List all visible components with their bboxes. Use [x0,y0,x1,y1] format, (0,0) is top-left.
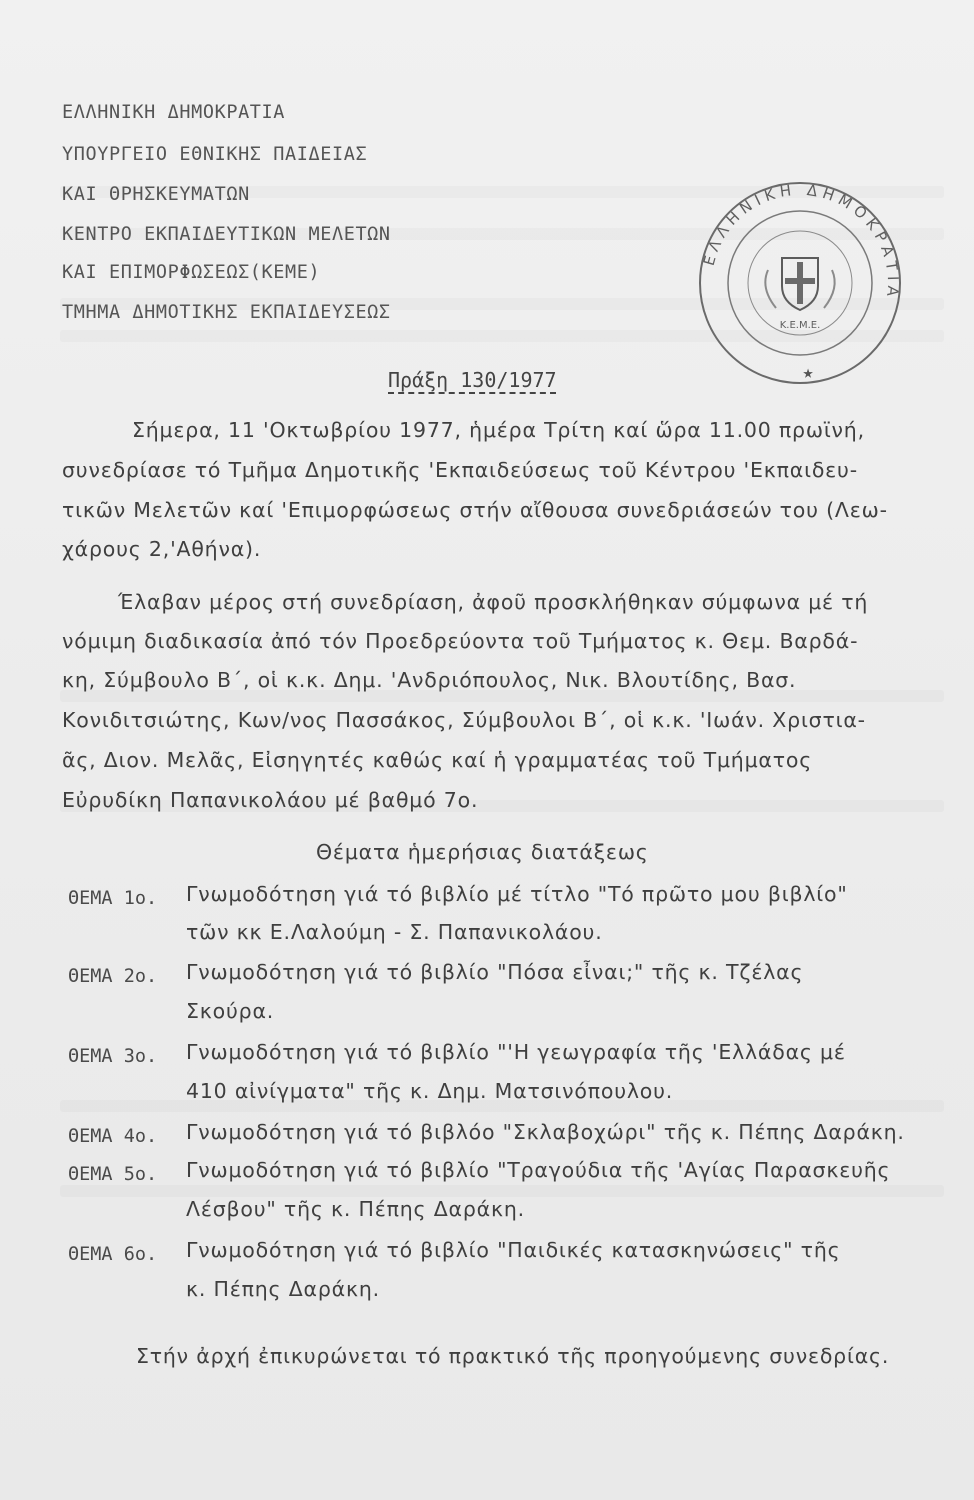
coat-of-arms-icon [765,258,834,310]
paragraph1-line: τικῶν Μελετῶν καί 'Επιμορφώσεως στήν αἴθουσα συνεδριάσεών του (Λεω- [62,498,888,522]
stamp-ring-text: ΕΛΛΗΝΙΚΗ ΔΗΜΟΚΡΑΤΙΑ [699,180,903,303]
agenda-item-text: Γνωμοδότηση γιά τό βιβλίο "'Η γεωγραφία τῆς 'Ελλάδας μέ [186,1040,846,1064]
paragraph2-line: Κονιδιτσιώτης, Κων/νος Πασσάκος, Σύμβουλοι Β΄, οἱ κ.κ. 'Ιωάν. Χριστια- [62,708,866,732]
header-line-5: ΚΑΙ ΕΠΙΜΟΡΦΩΣΕΩΣ(ΚΕΜΕ) [62,262,321,283]
agenda-item-text: Γνωμοδότηση γιά τό βιβλόο "Σκλαβοχώρι" τῆς κ. Πέπης Δαράκη. [186,1120,905,1144]
agenda-item-label: ΘΕΜΑ 4ο. [68,1126,158,1147]
paragraph2-line: νόμιμη διαδικασία ἀπό τόν Προεδρεύοντα τοῦ Τμήματος κ. Θεμ. Βαρδά- [62,629,859,653]
closing-text: Στήν ἀρχή ἐπικυρώνεται τό πρακτικό τῆς προηγούμενης συνεδρίας. [136,1344,890,1368]
agenda-item-text: Γνωμοδότηση γιά τό βιβλίο "Πόσα εἶναι;" τῆς κ. Τζέλας [186,960,804,984]
agenda-item-label: ΘΕΜΑ 1ο. [68,888,158,909]
stamp-center-text: Κ.Ε.Μ.Ε. [779,320,821,331]
paragraph2-line: Εὐρυδίκη Παπανικολάου μέ βαθμό 7ο. [62,788,479,812]
paragraph2-line: κη, Σύμβουλο Β΄, οἱ κ.κ. Δημ. 'Ανδριόπουλος, Νικ. Βλουτίδης, Βασ. [62,668,797,692]
header-line-1: ΕΛΛΗΝΙΚΗ ΔΗΜΟΚΡΑΤΙΑ [62,102,286,123]
agenda-item-text: τῶν κκ Ε.Λαλούμη - Σ. Παπανικολάου. [186,920,603,944]
agenda-item-text: Σκούρα. [186,999,275,1023]
official-stamp [690,178,910,388]
agenda-item-text: 410 αἰνίγματα" τῆς κ. Δημ. Ματσινόπουλου. [186,1079,674,1103]
agenda-item-label: ΘΕΜΑ 5ο. [68,1164,158,1185]
header-line-4: ΚΕΝΤΡΟ ΕΚΠΑΙΔΕΥΤΙΚΩΝ ΜΕΛΕΤΩΝ [62,224,391,245]
agenda-heading: Θέματα ἡμερήσιας διατάξεως [316,840,649,864]
agenda-item-text: κ. Πέπης Δαράκη. [186,1277,380,1301]
agenda-item-label: ΘΕΜΑ 2ο. [68,966,158,987]
paragraph1-line: Σήμερα, 11 'Οκτωβρίου 1977, ἡμέρα Τρίτη καί ὥρα 11.00 πρωϊνή, [132,418,865,442]
agenda-item-text: Λέσβου" τῆς κ. Πέπης Δαράκη. [186,1197,525,1221]
agenda-item-text: Γνωμοδότηση γιά τό βιβλίο "Τραγούδια τῆς 'Αγίας Παρασκευῆς [186,1158,891,1182]
paragraph2-line: ᾶς, Διον. Μελᾶς, Εἰσηγητές καθώς καί ἡ γραμματέας τοῦ Τμήματος [62,748,813,772]
star-icon: ★ [802,362,814,383]
bleed-through [60,1185,944,1197]
paragraph1-line: συνεδρίασε τό Τμῆμα Δημοτικῆς 'Εκπαιδεύσεως τοῦ Κέντρου 'Εκπαιδευ- [62,458,858,482]
agenda-item-label: ΘΕΜΑ 3ο. [68,1046,158,1067]
header-line-2: ΥΠΟΥΡΓΕΙΟ ΕΘΝΙΚΗΣ ΠΑΙΔΕΙΑΣ [62,144,368,165]
paragraph1-line: χάρους 2,'Αθήνα). [62,537,262,561]
header-line-3: ΚΑΙ ΘΡΗΣΚΕΥΜΑΤΩΝ [62,184,250,205]
header-line-6: ΤΜΗΜΑ ΔΗΜΟΤΙΚΗΣ ΕΚΠΑΙΔΕΥΣΕΩΣ [62,302,391,323]
agenda-item-label: ΘΕΜΑ 6ο. [68,1244,158,1265]
document-title: Πράξη 130/1977 [388,368,557,392]
paragraph2-line: Έλαβαν μέρος στή συνεδρίαση, ἀφοῦ προσκλήθηκαν σύμφωνα μέ τή [118,590,869,614]
agenda-item-text: Γνωμοδότηση γιά τό βιβλίο "Παιδικές κατασκηνώσεις" τῆς [186,1238,841,1262]
agenda-item-text: Γνωμοδότηση γιά τό βιβλίο μέ τίτλο "Τό πρῶτο μου βιβλίο" [186,882,848,906]
